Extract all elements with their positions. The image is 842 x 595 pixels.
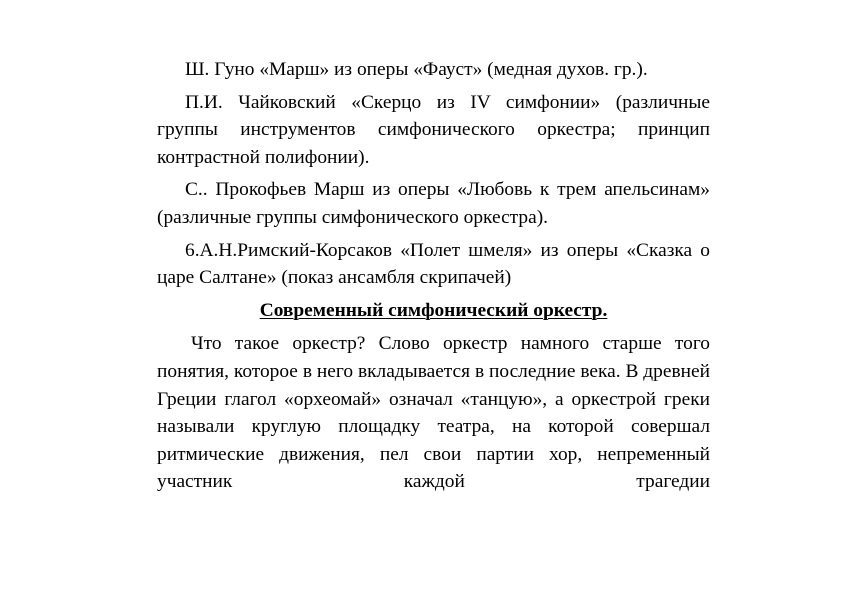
section-heading: Современный симфонический оркестр. — [259, 299, 608, 321]
paragraph-rimsky-korsakov: 6.А.Н.Римский-Корсаков «Полет шмеля» из оперы «Сказка о царе Салтане» (показ ансамбля скрипачей) — [157, 239, 710, 289]
paragraph-prokofiev: С.. Прокофьев Марш из оперы «Любовь к трем апельсинам» (различные группы симфонического оркестра). — [157, 179, 710, 228]
paragraph-tchaikovsky: П.И. Чайковский «Скерцо из IV симфонии» (различные группы инструментов симфонического оркестра; принцип контрастной полифонии). — [157, 91, 710, 168]
paragraph-gounod: Ш. Гуно «Марш» из оперы «Фауст» (медная духов. гр.). — [185, 59, 648, 80]
document-page — [157, 56, 710, 496]
body-paragraph: Что такое оркестр? Слово оркестр намного старше того понятия, которое в него вкладывается в последние века. В древней Греции глагол «орхеомай» означал «танцую», а оркестрой греки называли круглую площадку театра, на которой совершал ритмические движения, пел свои партии хор, непременный участник каждой трагедии — [157, 333, 710, 493]
